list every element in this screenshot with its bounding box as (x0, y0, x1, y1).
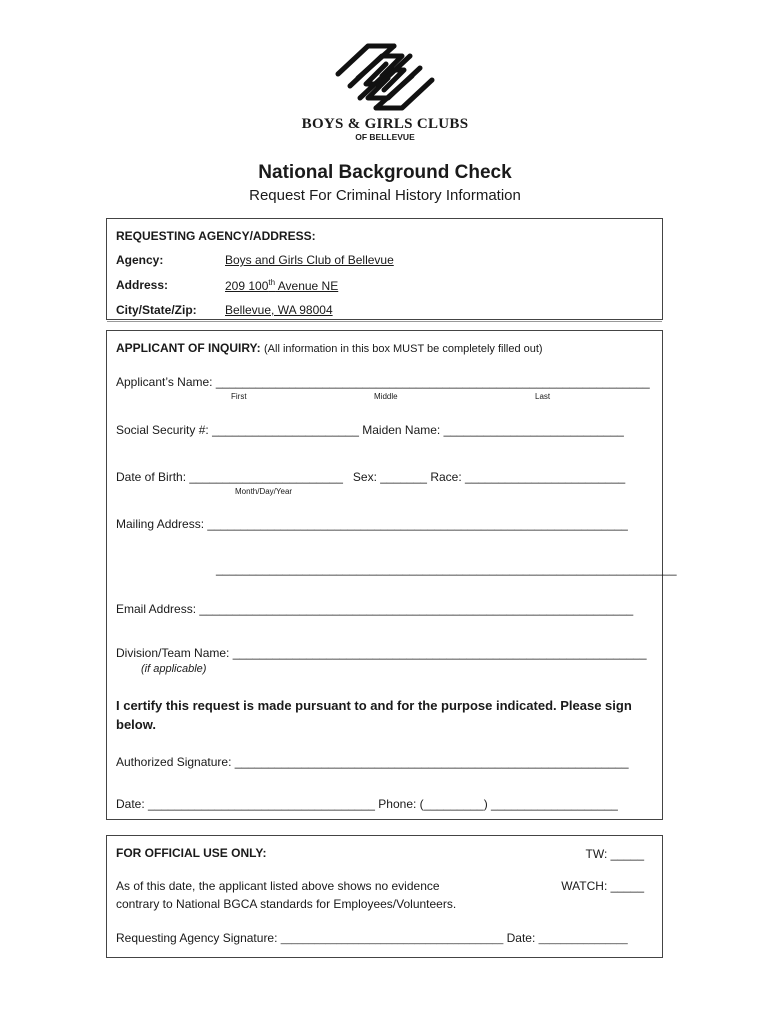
official-heading: FOR OFFICIAL USE ONLY: (116, 846, 267, 860)
logo-subtitle: OF BELLEVUE (355, 132, 415, 142)
tw-field[interactable]: TW: _____ (585, 847, 644, 861)
agency-label: Agency: (116, 253, 164, 267)
certify-statement: I certify this request is made pursuant to and for the purpose indicated. Please sign below. (116, 698, 632, 732)
authorized-signature-field[interactable]: ___________________________________________________________ (234, 755, 629, 769)
evidence-text-line-1: As of this date, the applicant listed above shows no evidence (116, 879, 440, 893)
city-label: City/State/Zip: (116, 303, 197, 317)
boys-and-girls-clubs-logo-icon (330, 40, 440, 114)
agency-value: Boys and Girls Club of Bellevue (225, 253, 394, 267)
first-label: First (231, 392, 247, 401)
phone-field[interactable]: Phone: (_________) ___________________ (378, 797, 618, 811)
requesting-signature-row: Requesting Agency Signature: ________________________________________ Date: ________________ (116, 931, 628, 945)
email-row: Email Address: _________________________________________________________________ (116, 602, 634, 616)
dob-field[interactable]: _______________________ (189, 470, 343, 484)
mailing-row: Mailing Address: _______________________________________________________________ (116, 517, 628, 531)
ssn-field[interactable]: ______________________ (212, 423, 359, 437)
maiden-name-field[interactable]: ___________________________ (443, 423, 624, 437)
box-shadow-line (107, 321, 662, 322)
middle-label: Middle (374, 392, 398, 401)
email-field[interactable]: _________________________________________________________________ (199, 602, 634, 616)
mailing-address-field-2[interactable]: _____________________________________________________________________ (216, 562, 677, 576)
city-value: Bellevue, WA 98004 (225, 303, 333, 317)
ssn-row: Social Security #: ______________________ Maiden Name: ___________________________ (116, 423, 624, 437)
logo-name: BOYS & GIRLS CLUBS (301, 116, 469, 132)
page-subtitle: Request For Criminal History Information (249, 187, 521, 204)
agency-heading: REQUESTING AGENCY/ADDRESS: (116, 229, 316, 243)
signature-row: Authorized Signature: ___________________________________________________________ (116, 755, 629, 769)
division-row: Division/Team Name: ______________________________________________________________ (116, 646, 647, 660)
division-note: (if applicable) (141, 663, 207, 675)
address-value: 209 100th Avenue NE (225, 278, 339, 293)
official-date-field[interactable]: ________________ (538, 934, 628, 945)
official-use-box (106, 835, 663, 958)
dob-row: Date of Birth: _______________________ Sex: _______ Race: ________________________ (116, 470, 626, 484)
date-phone-row: Date: __________________________________ Phone: (_________) ___________________ (116, 797, 618, 811)
mailing-address-field[interactable]: _______________________________________________________________ (207, 517, 628, 531)
requesting-signature-field[interactable]: ________________________________________ (280, 934, 504, 945)
division-field[interactable]: ______________________________________________________________ (232, 646, 647, 660)
sex-field[interactable]: _______ (380, 470, 427, 484)
page-title: National Background Check (258, 162, 512, 183)
applicant-name-field[interactable]: _________________________________________________________________ (215, 375, 650, 389)
race-field[interactable]: ________________________ (465, 470, 626, 484)
last-label: Last (535, 392, 551, 401)
date-field[interactable]: __________________________________ (148, 797, 375, 811)
watch-field[interactable]: WATCH: _____ (561, 879, 644, 893)
requesting-agency-box (106, 218, 663, 320)
applicant-name-row: Applicant’s Name: _________________________________________________________________ (116, 375, 650, 389)
dob-format-hint: Month/Day/Year (235, 487, 293, 496)
applicant-heading: APPLICANT OF INQUIRY: (All information in this box MUST be completely filled out) (116, 341, 543, 355)
applicant-box (106, 330, 677, 820)
address-label: Address: (116, 278, 169, 292)
evidence-text-line-2: contrary to National BGCA standards for Employees/Volunteers. (116, 897, 457, 911)
